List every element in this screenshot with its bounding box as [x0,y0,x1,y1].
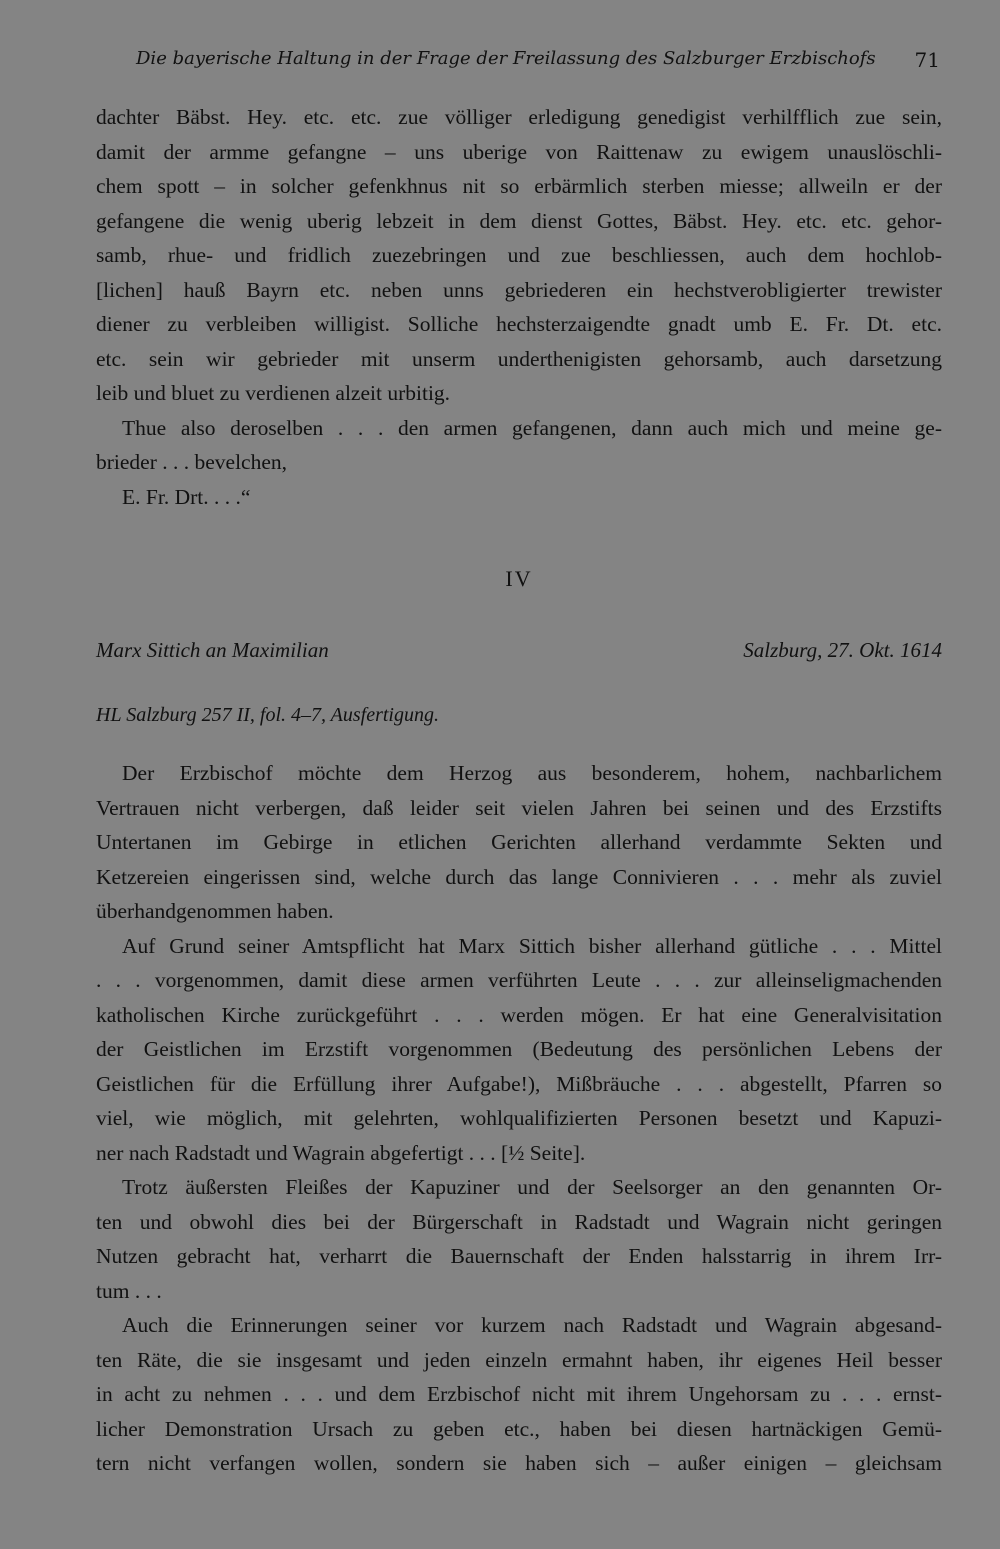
text-line: samb, rhue- und fridlich zuezebringen und zue beschliessen, auch dem hochlob- [96,243,942,267]
text-line: Nutzen gebracht hat, verharrt die Bauernschaft der Enden halsstarrig in ihrem Irr- [96,1244,942,1268]
paragraph [96,1308,942,1481]
text-line: damit der armme gefangne – uns uberige von Raittenaw zu ewigem unauslöschli- [96,139,942,164]
text-line: chem spott – in solcher gefenkhnus nit so erbärmlich sterben miesse; allweiln er der [96,174,942,198]
text-line: ten und obwohl dies bei der Bürgerschaft in Radstadt und Wagrain nicht geringen [96,1209,942,1234]
running-head [96,48,942,74]
paragraph [96,756,942,929]
text-line: tum . . . [96,1278,162,1303]
text-line: Geistlichen für die Erfüllung ihrer Aufgabe!), Mißbräuche . . . abgestellt, Pfarren so [96,1071,942,1096]
text-line: [lichen] hauß Bayrn etc. neben unns gebriederen ein hechstverobligierter trewister [96,277,942,302]
text-line: gefangene die wenig uberig lebzeit in dem dienst Gottes, Bäbst. Hey. etc. etc. gehor- [96,208,942,233]
page-number: 71 [914,48,940,72]
text-line: viel, wie möglich, mit gelehrten, wohlqualifizierten Personen besetzt und Kapuzi- [96,1106,942,1130]
text-line: etc. sein wir gebrieder mit unserm underthenigisten gehorsamb, auch darsetzung [96,346,942,371]
text-line: Ketzereien eingerissen sind, welche durch das lange Connivieren . . . mehr als zuviel [96,864,942,889]
text-line: Trotz äußersten Fleißes der Kapuziner und der Seelsorger an den genannten Or- [122,1175,942,1199]
text-line: . . . vorgenommen, damit diese armen verführten Leute . . . zur alleinseligmachenden [96,968,942,992]
text-line: E. Fr. Drt. . . .“ [122,484,251,509]
text-line: Auf Grund seiner Amtspflicht hat Marx Sittich bisher allerhand gütliche . . . Mittel [122,933,942,958]
text-line: ten Räte, die sie insgesamt und jeden einzeln ermahnt haben, ihr eigenes Heil besser [96,1347,942,1372]
source-reference: HL Salzburg 257 II, fol. 4–7, Ausfertigung. [96,704,439,726]
paragraph [96,411,942,480]
sender-recipient: Marx Sittich an Maximilian [96,638,329,662]
letter-continuation [96,100,942,514]
text-line: Vertrauen nicht verbergen, daß leider seit vielen Jahren bei seinen und des Erzstifts [96,795,942,820]
paragraph [96,929,942,1171]
text-line: in acht zu nehmen . . . und dem Erzbischof nicht mit ihrem Ungehorsam zu . . . ernst- [96,1382,942,1406]
document-summary [96,756,942,1481]
closing-formula [96,480,942,515]
text-line: Der Erzbischof möchte dem Herzog aus besonderem, hohem, nachbarlichem [122,761,942,785]
section-number: IV [505,566,533,591]
text-line: katholischen Kirche zurückgeführt . . . werden mögen. Er hat eine Generalvisitation [96,1002,942,1027]
text-line: dachter Bäbst. Hey. etc. etc. zue völliger erledigung genedigist verhilfflich zue sein, [96,105,942,129]
text-line: tern nicht verfangen wollen, sondern sie haben sich – außer einigen – gleichsam [96,1451,942,1475]
text-line: ner nach Radstadt und Wagrain abgefertigt . . . [½ Seite]. [96,1140,586,1165]
text-line: brieder . . . bevelchen, [96,450,288,474]
text-line: leib und bluet zu verdienen alzeit urbitig. [96,381,451,405]
text-line: Untertanen im Gebirge in etlichen Gerichten allerhand verdammte Sekten und [96,830,942,854]
text-line: überhandgenommen haben. [96,899,334,923]
text-line: diener zu verbleiben willigist. Solliche hechsterzaigendte gnadt umb E. Fr. Dt. etc. [96,312,942,336]
text-line: der Geistlichen im Erzstift vorgenommen (Bedeutung des persönlichen Lebens der [96,1037,942,1061]
place-date: Salzburg, 27. Okt. 1614 [743,638,942,662]
text-line: licher Demonstration Ursach zu geben etc., haben bei diesen hartnäckigen Gemü- [96,1416,942,1441]
paragraph [96,1170,942,1308]
text-line: Thue also deroselben . . . den armen gefangenen, dann auch mich und meine ge- [122,415,942,440]
paragraph [96,100,942,411]
text-line: Auch die Erinnerungen seiner vor kurzem nach Radstadt und Wagrain abgesand- [122,1313,942,1337]
running-title: Die bayerische Haltung in der Frage der Freilassung des Salzburger Erzbischofs [136,48,876,69]
